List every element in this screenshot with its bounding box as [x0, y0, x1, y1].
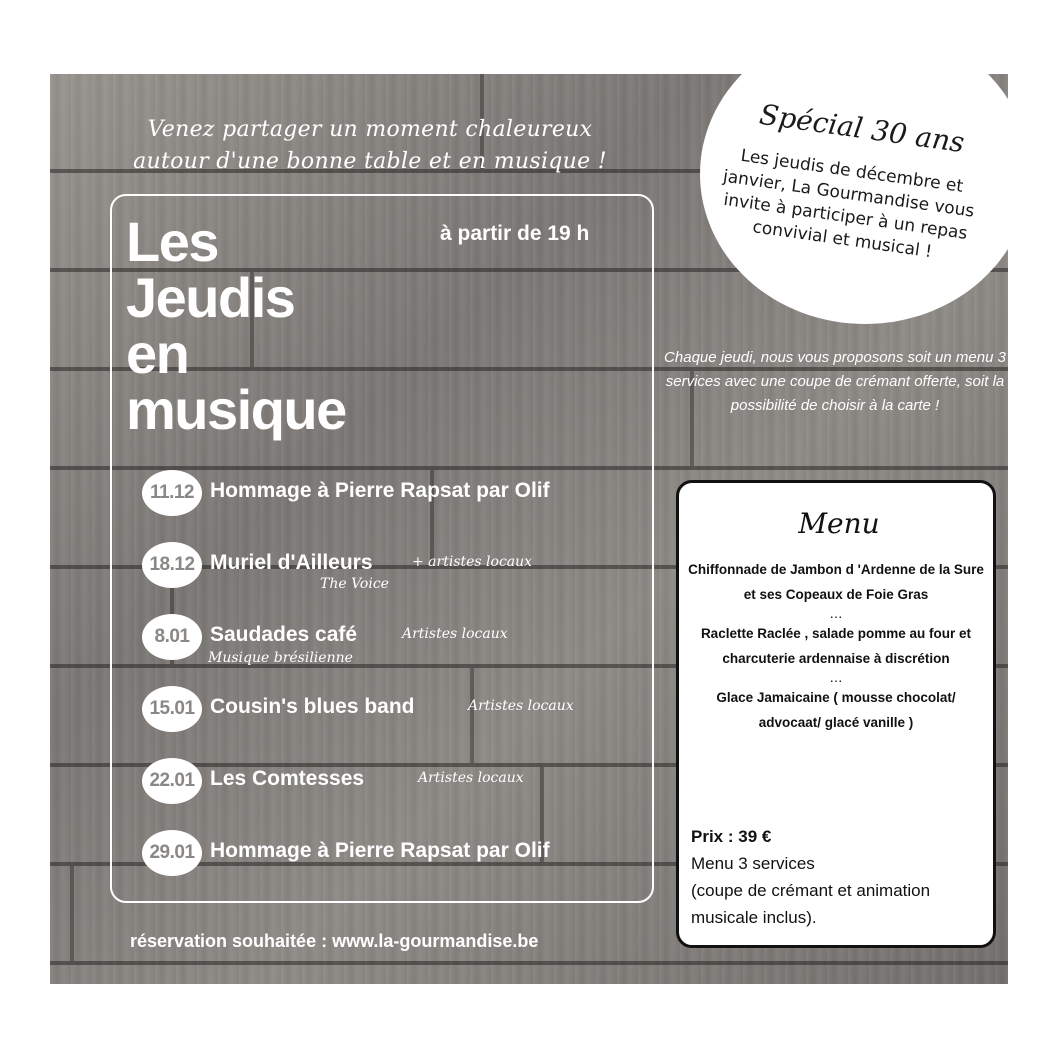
- price-block: [691, 823, 987, 931]
- event-item: [142, 758, 642, 804]
- menu-item: Chiffonnade de Jambon d 'Ardenne de la Sure et ses Copeaux de Foie Gras: [688, 562, 984, 602]
- event-date-badge: 18.12: [142, 542, 202, 588]
- event-title: Cousin's blues band: [210, 695, 415, 718]
- event-note: + artistes locaux: [412, 554, 533, 570]
- page-title: [126, 210, 346, 441]
- menu-item: Glace Jamaicaine ( mousse chocolat/ advocaat/ glacé vanille ): [716, 690, 956, 730]
- event-subnote: The Voice: [320, 576, 389, 592]
- menu-card: [676, 480, 996, 948]
- menu-price: Prix : 39 €: [691, 827, 772, 846]
- offer-text: Chaque jeudi, nous vous proposons soit un menu 3 services avec une coupe de crémant offerte, soit la possibilité de choisir à la carte !: [664, 349, 1006, 414]
- tagline: [110, 114, 630, 178]
- event-date-badge: 11.12: [142, 470, 202, 516]
- event-date-badge: 29.01: [142, 830, 202, 876]
- start-time: à partir de 19 h: [440, 222, 590, 245]
- event-note: Artistes locaux: [418, 770, 524, 786]
- event-item: [142, 686, 642, 732]
- tagline-line-1: Venez partager un moment chaleureux: [147, 117, 593, 142]
- reservation-line: réservation souhaitée : www.la-gourmandise.be: [130, 931, 539, 951]
- special-title: Spécial 30 ans: [757, 97, 967, 160]
- menu-items: [685, 557, 987, 735]
- menu-separator: …: [829, 670, 843, 685]
- event-note: Artistes locaux: [468, 698, 574, 714]
- event-title: Hommage à Pierre Rapsat par Olif: [210, 839, 550, 862]
- special-text: Les jeudis de décembre et janvier, La Gourmandise vous invite à participer à un repas convivial et musical !: [721, 145, 976, 263]
- event-item: [142, 470, 642, 516]
- title-line-3: en: [126, 322, 189, 385]
- event-item: [142, 830, 642, 876]
- event-title: Saudades café: [210, 623, 358, 646]
- event-item: [142, 614, 642, 666]
- event-title: Hommage à Pierre Rapsat par Olif: [210, 479, 550, 502]
- plank-seam: [70, 866, 74, 961]
- event-date-badge: 15.01: [142, 686, 202, 732]
- event-subnote: Musique brésilienne: [208, 650, 353, 666]
- event-note: Artistes locaux: [402, 626, 508, 642]
- menu-item: Raclette Raclée , salade pomme au four et charcuterie ardennaise à discrétion: [700, 626, 972, 666]
- event-title: Muriel d'Ailleurs: [210, 551, 373, 574]
- title-line-2: Jeudis: [126, 266, 295, 329]
- event-date-badge: 8.01: [142, 614, 202, 660]
- menu-title: Menu: [798, 507, 880, 540]
- event-item: [142, 542, 642, 592]
- poster-background: [50, 74, 1008, 984]
- title-line-4: musique: [126, 378, 346, 441]
- title-line-1: Les: [126, 210, 218, 273]
- event-date-badge: 22.01: [142, 758, 202, 804]
- tagline-line-2: autour d'une bonne table et en musique !: [133, 149, 607, 174]
- menu-price-note: (coupe de crémant et animation musicale inclus).: [691, 881, 931, 927]
- event-title: Les Comtesses: [210, 767, 365, 790]
- menu-price-description: Menu 3 services: [691, 854, 815, 873]
- menu-separator: …: [829, 606, 843, 621]
